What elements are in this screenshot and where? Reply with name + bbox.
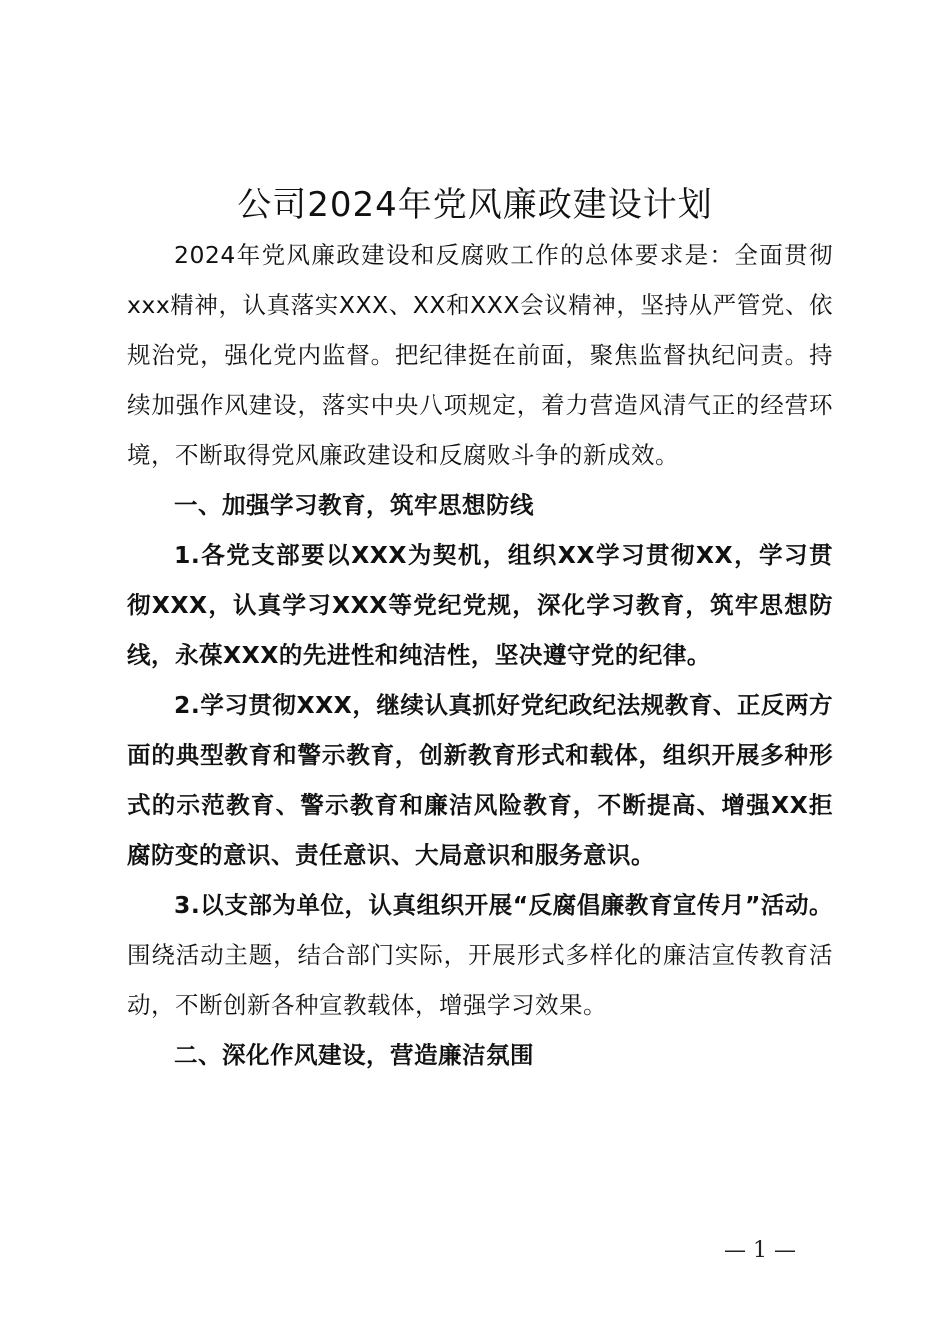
section-1-item-3-body: 围绕活动主题，结合部门实际，开展形式多样化的廉洁宣传教育活动，不断创新各种宣教载体，增强学习效果。 <box>127 941 833 1019</box>
document-body <box>127 230 833 1080</box>
section-2-heading: 二、深化作风建设，营造廉洁氛围 <box>174 1041 534 1069</box>
section-1-item-3-lead: 3.以支部为单位，认真组织开展“反腐倡廉教育宣传月”活动。 <box>174 891 833 919</box>
page-number: — 1 — <box>724 1238 796 1263</box>
intro-paragraph: 2024年党风廉政建设和反腐败工作的总体要求是：全面贯彻xxx精神，认真落实XXX、XX和XXX会议精神，坚持从严管党、依规治党，强化党内监督。把纪律挺在前面，聚焦监督执纪问责。持续加强作风建设，落实中央八项规定，着力营造风清气正的经营环境，不断取得党风廉政建设和反腐败斗争的新成效。 <box>127 241 833 469</box>
section-1-item-1: 1.各党支部要以XXX为契机，组织XX学习贯彻XX，学习贯彻XXX，认真学习XXX等党纪党规，深化学习教育，筑牢思想防线，永葆XXX的先进性和纯洁性，坚决遵守党的纪律。 <box>127 541 833 669</box>
section-1-item-3 <box>127 880 833 1030</box>
section-1-item-2: 2.学习贯彻XXX，继续认真抓好党纪政纪法规教育、正反两方面的典型教育和警示教育，创新教育形式和载体，组织开展多种形式的示范教育、警示教育和廉洁风险教育，不断提高、增强XX拒腐防变的意识、责任意识、大局意识和服务意识。 <box>127 691 833 869</box>
section-1-heading: 一、加强学习教育，筑牢思想防线 <box>174 491 534 519</box>
document-title: 公司2024年党风廉政建设计划 <box>237 185 713 225</box>
